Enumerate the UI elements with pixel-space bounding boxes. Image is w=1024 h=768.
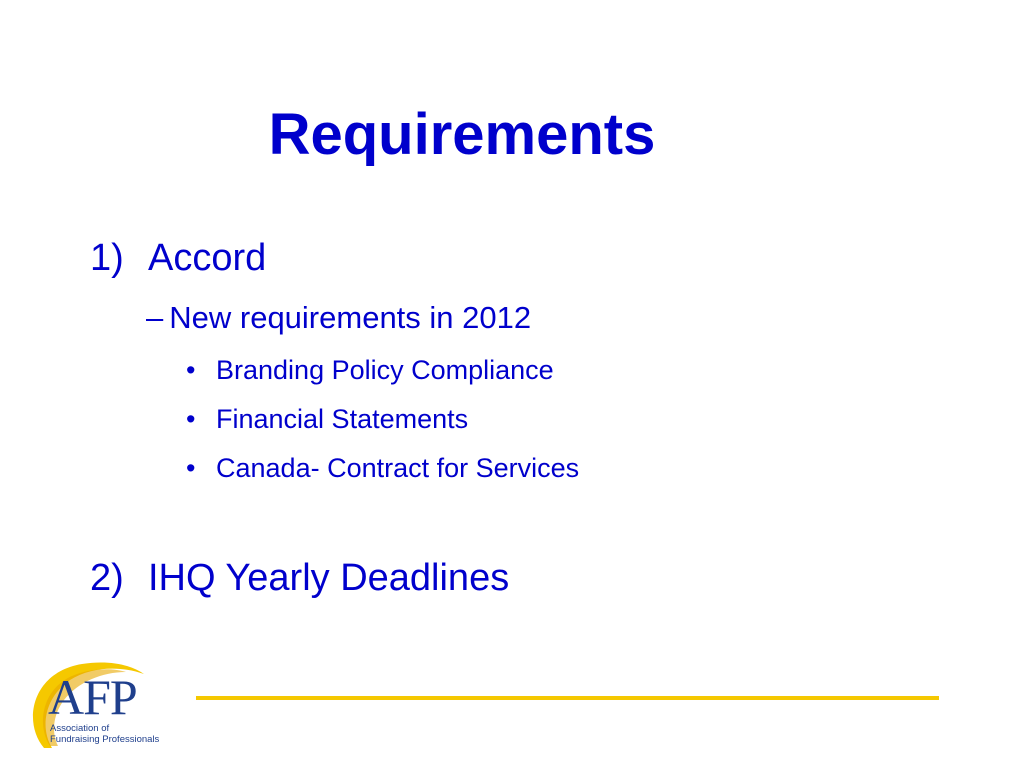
logo-subtitle-line: Association of <box>50 723 110 734</box>
slide-title: Requirements <box>268 102 656 167</box>
dash-marker: – <box>146 300 164 335</box>
sub-item-text: New requirements in 2012 <box>169 300 532 335</box>
list-item-text: Accord <box>148 237 267 279</box>
list-item-text: IHQ Yearly Deadlines <box>148 557 510 599</box>
list-number: 1) <box>90 237 124 279</box>
bullet-text: Branding Policy Compliance <box>216 355 554 385</box>
bullet-item <box>186 354 554 386</box>
bullet-icon: • <box>186 355 196 385</box>
bullet-item <box>186 452 579 484</box>
footer-divider <box>196 696 939 700</box>
logo-wordmark: AFP <box>48 669 137 725</box>
bullet-item <box>186 403 468 435</box>
list-item-accord <box>90 236 266 280</box>
list-item-ihq-deadlines <box>90 556 509 600</box>
bullet-text: Canada- Contract for Services <box>216 453 580 483</box>
list-number: 2) <box>90 557 124 599</box>
sub-item-new-requirements <box>146 300 531 336</box>
logo-subtitle-line: Fundraising Professionals <box>50 734 160 745</box>
bullet-icon: • <box>186 404 196 434</box>
bullet-icon: • <box>186 453 196 483</box>
logo-subtitle <box>50 723 180 745</box>
bullet-text: Financial Statements <box>216 404 469 434</box>
